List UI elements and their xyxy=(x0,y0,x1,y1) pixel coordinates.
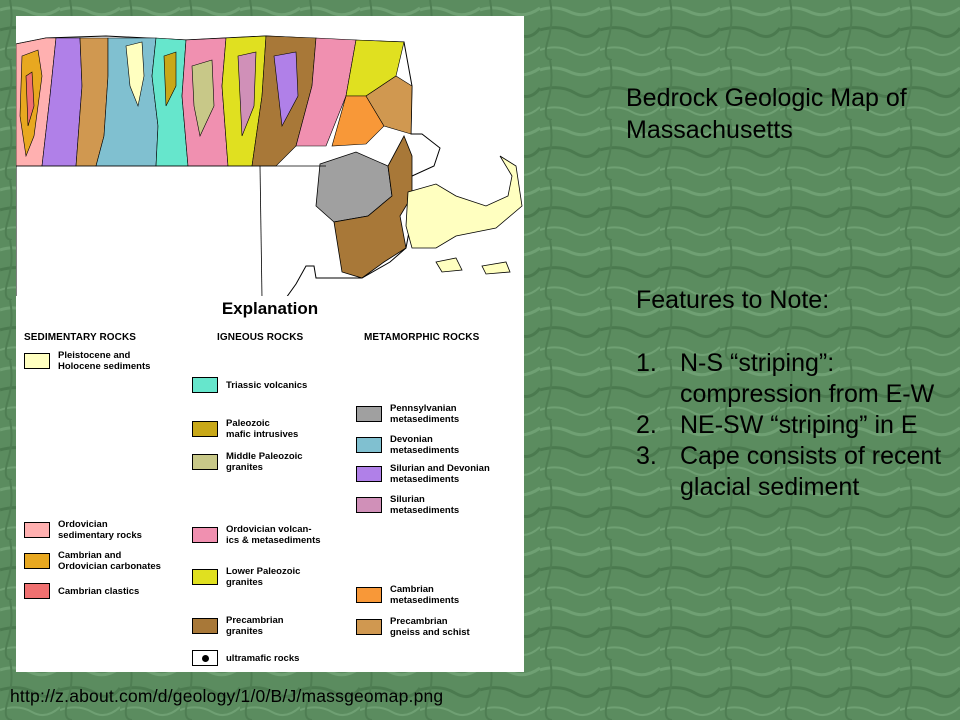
legend-swatch xyxy=(192,454,218,470)
legend-item-triassic-volcanics xyxy=(192,377,307,393)
legend-swatch xyxy=(24,353,50,369)
legend-swatch xyxy=(192,527,218,543)
ultramafic-symbol-icon xyxy=(192,650,218,666)
legend-label: ultramafic rocks xyxy=(226,652,300,664)
legend-item-cambrian-clastics xyxy=(24,583,139,599)
legend-label: Cambrian and Ordovician carbonates xyxy=(58,550,161,572)
legend-swatch xyxy=(192,421,218,437)
legend-item-precambrian-granites xyxy=(192,615,284,637)
legend-label: Devonian metasediments xyxy=(390,434,460,456)
legend-item-ordovician-volcanics xyxy=(192,524,321,546)
legend-label: Pennsylvanian metasediments xyxy=(390,403,460,425)
features-heading: Features to Note: xyxy=(636,286,830,314)
legend-swatch xyxy=(356,587,382,603)
legend-swatch xyxy=(192,377,218,393)
legend-title: Explanation xyxy=(221,299,319,318)
legend-swatch xyxy=(356,466,382,482)
legend-label: Triassic volcanics xyxy=(226,379,308,391)
legend-item-pennsylvanian xyxy=(356,403,459,425)
legend-swatch xyxy=(356,619,382,635)
feature-text: Cape consists of recent glacial sediment xyxy=(680,442,942,501)
legend-item-silurian xyxy=(356,494,459,516)
legend-label: Ordovician volcan- ics & metasediments xyxy=(226,524,321,546)
slide-title: Bedrock Geologic Map of Massachusetts xyxy=(626,84,907,144)
legend-item-silurian-devonian xyxy=(356,463,490,485)
igneous-column-heading: IGNEOUS ROCKS xyxy=(217,332,304,343)
feature-item xyxy=(636,410,946,441)
legend-item-cambrian-ordovician-carbonates xyxy=(24,550,161,572)
source-url: http://z.about.com/d/geology/1/0/B/J/massgeomap.png xyxy=(10,686,444,706)
legend-item-lower-paleozoic-granites xyxy=(192,566,300,588)
legend-label: Precambrian gneiss and schist xyxy=(390,616,470,638)
legend-label: Paleozoic mafic intrusives xyxy=(226,418,299,440)
legend-label: Lower Paleozoic granites xyxy=(226,566,301,588)
metamorphic-column-heading: METAMORPHIC ROCKS xyxy=(364,332,480,343)
legend-label: Silurian metasediments xyxy=(390,494,460,516)
sedimentary-column-heading: SEDIMENTARY ROCKS xyxy=(24,332,137,343)
legend-label: Pleistocene and Holocene sediments xyxy=(58,350,151,372)
legend-swatch xyxy=(24,583,50,599)
feature-number: 3. xyxy=(636,442,657,470)
massachusetts-map xyxy=(16,16,524,296)
feature-number: 1. xyxy=(636,349,657,377)
legend-item-pleistocene xyxy=(24,350,150,372)
legend-label: Silurian and Devonian metasediments xyxy=(390,463,490,485)
features-list xyxy=(636,348,946,503)
legend-swatch xyxy=(356,406,382,422)
legend-swatch xyxy=(24,522,50,538)
legend-item-middle-paleozoic-granites xyxy=(192,451,303,473)
legend-item-cambrian-metasediments xyxy=(356,584,459,606)
legend-swatch xyxy=(356,497,382,513)
legend-label: Cambrian clastics xyxy=(58,585,140,597)
feature-text: N-S “striping”: compression from E-W xyxy=(680,349,935,408)
legend-swatch xyxy=(24,553,50,569)
legend-item-precambrian-gneiss xyxy=(356,616,470,638)
feature-item xyxy=(636,348,946,410)
geologic-map-figure xyxy=(16,16,524,672)
legend-swatch xyxy=(356,437,382,453)
feature-item xyxy=(636,441,946,503)
legend-label: Ordovician sedimentary rocks xyxy=(58,519,142,541)
legend-label: Precambrian granites xyxy=(226,615,284,637)
legend-swatch xyxy=(192,618,218,634)
legend-label: Cambrian metasediments xyxy=(390,584,460,606)
legend-item-devonian xyxy=(356,434,459,456)
legend-item-ordovician-sedimentary xyxy=(24,519,142,541)
legend-label: Middle Paleozoic granites xyxy=(226,451,303,473)
legend-swatch xyxy=(192,569,218,585)
legend-item-ultramafic xyxy=(192,650,299,666)
feature-number: 2. xyxy=(636,411,657,439)
legend-item-paleozoic-mafic xyxy=(192,418,298,440)
feature-text: NE-SW “striping” in E xyxy=(680,411,918,439)
